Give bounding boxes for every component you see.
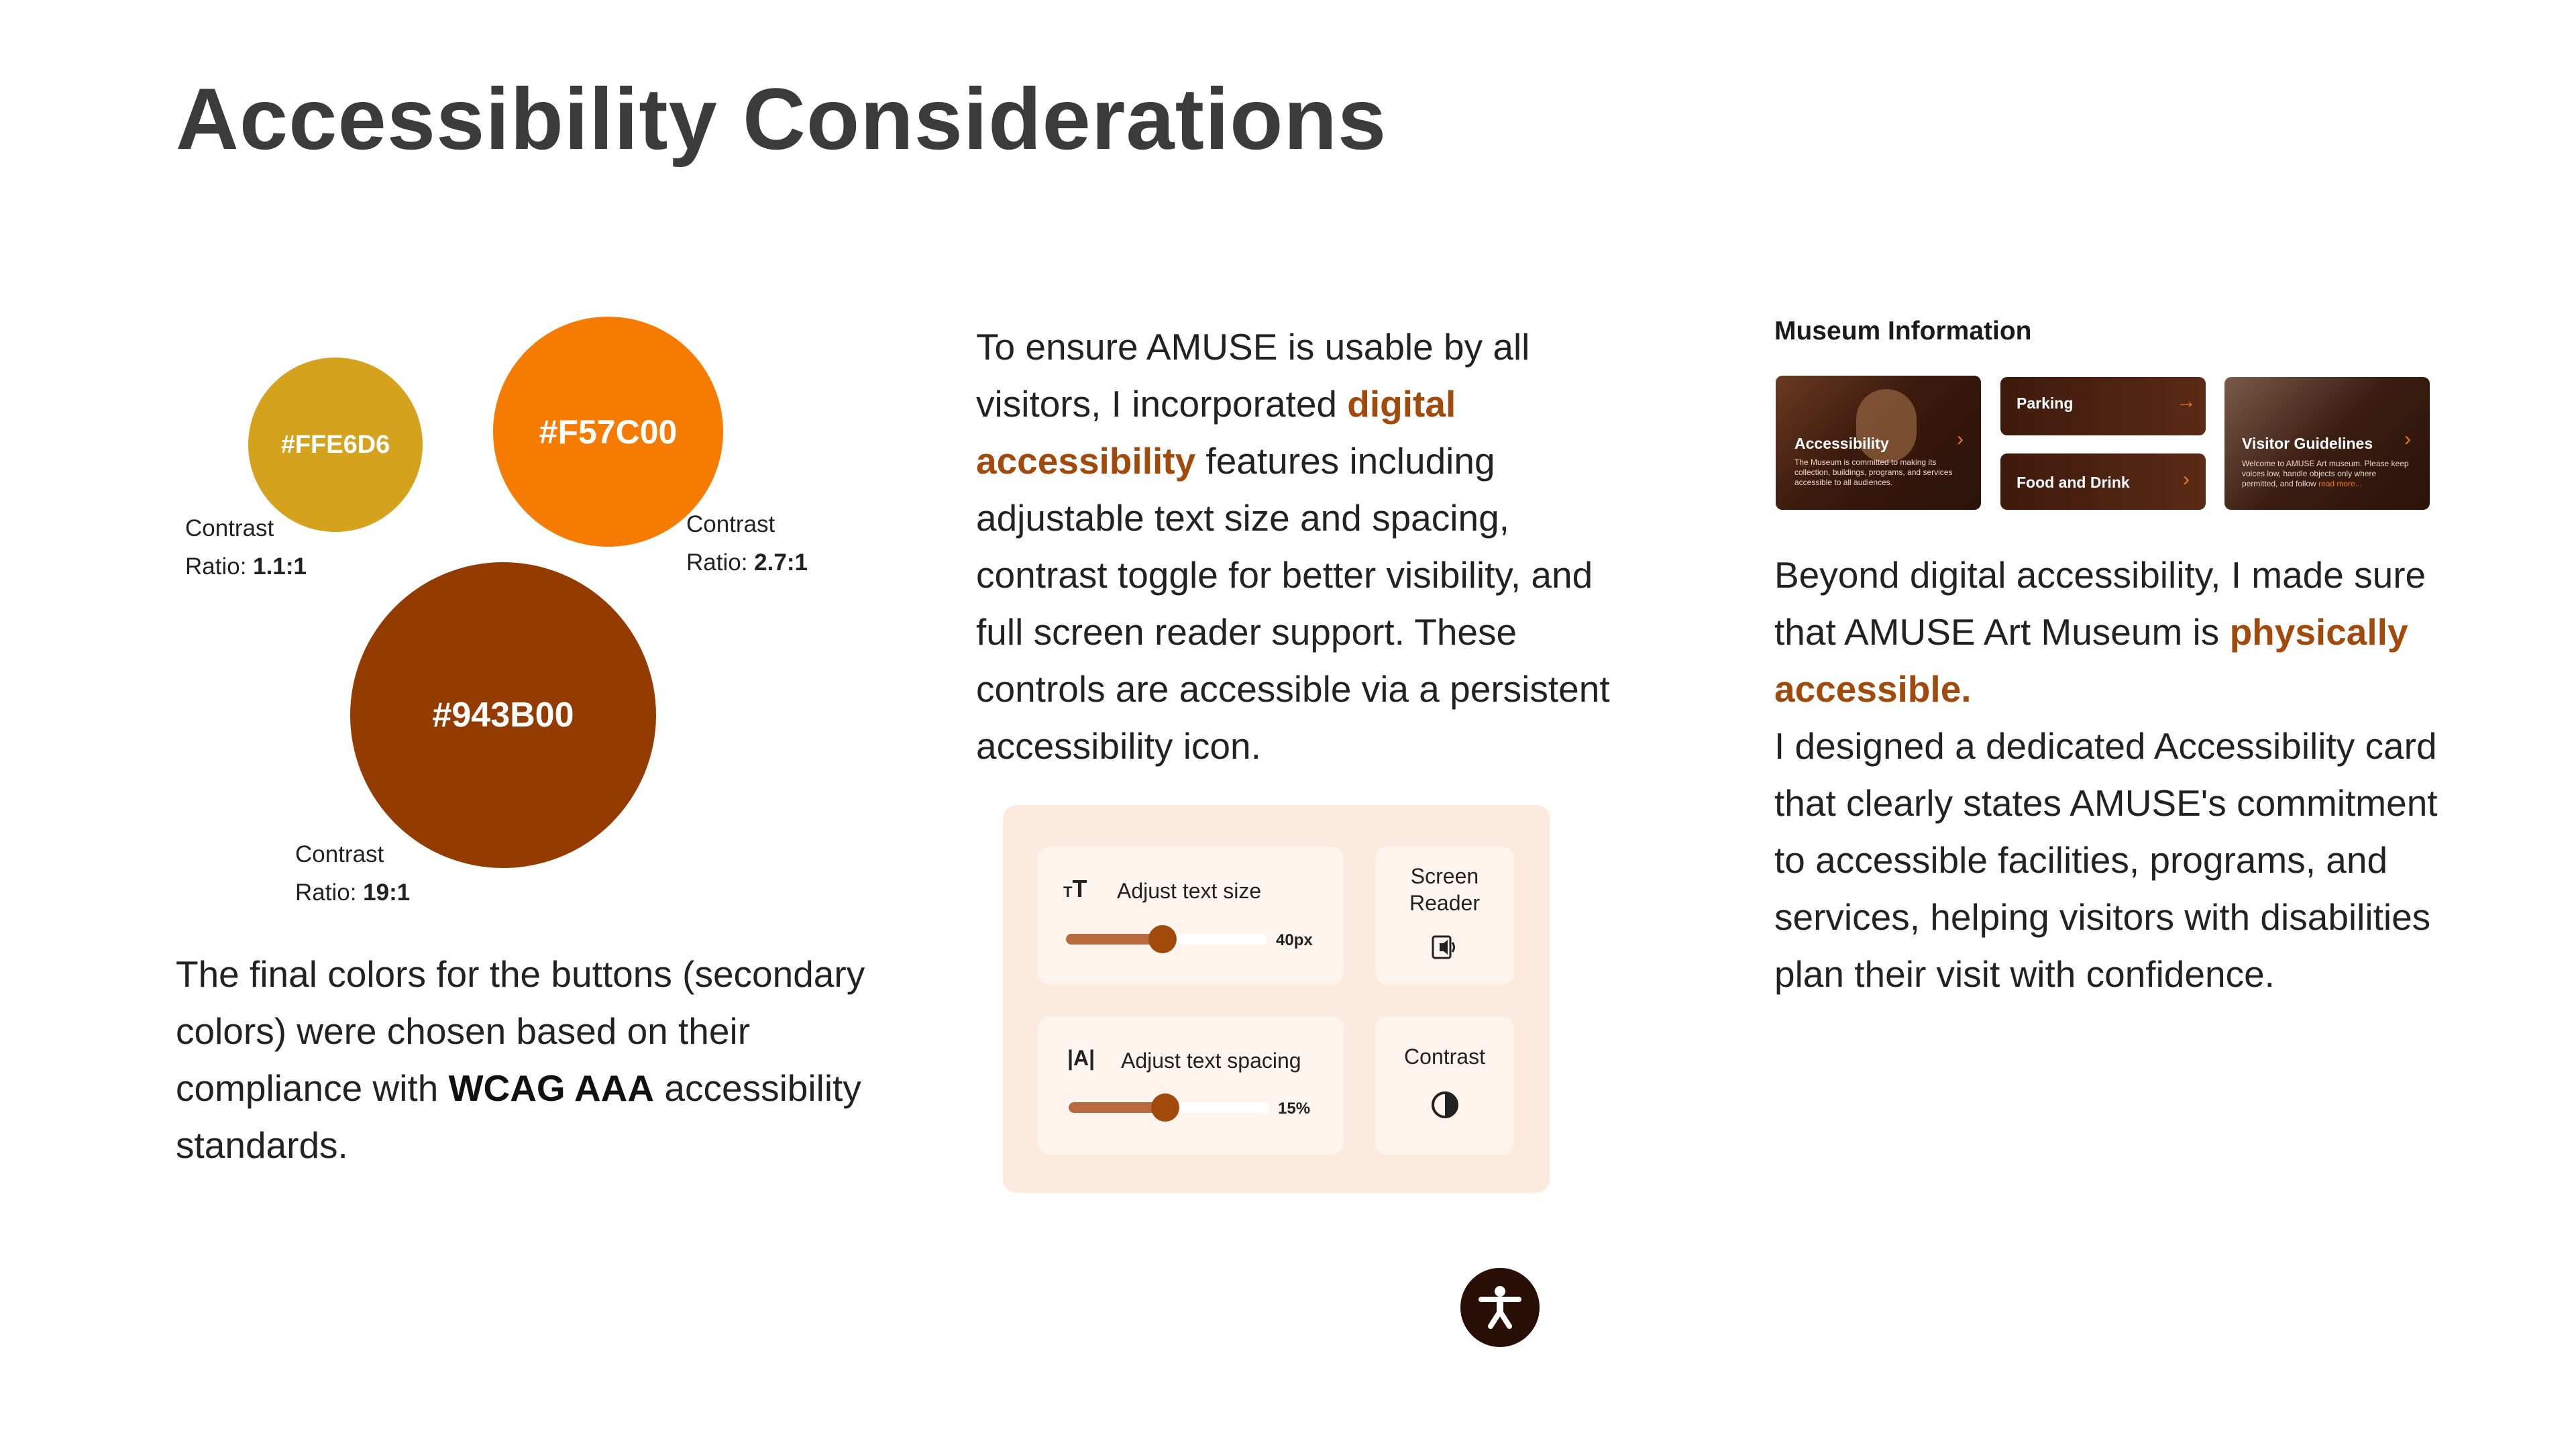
contrast-label: Contrast: [185, 515, 274, 541]
text-spacing-value: 15%: [1278, 1099, 1311, 1118]
accessibility-button[interactable]: [1460, 1268, 1540, 1347]
card-title: Accessibility: [1794, 435, 1889, 452]
card-title: Parking: [2017, 394, 2074, 412]
arrow-right-icon: ›: [2183, 468, 2190, 490]
ratio-label: Ratio:: [686, 549, 748, 576]
digital-accessibility-highlight: digital accessibility: [976, 383, 1456, 482]
colors-description: [176, 946, 873, 1174]
ratio-value: 19:1: [363, 879, 411, 906]
screen-reader-line2: Reader: [1409, 891, 1480, 915]
page-title: Accessibility Considerations: [176, 70, 1387, 168]
slider-handle[interactable]: [1151, 1093, 1179, 1122]
ratio-value: 2.7:1: [754, 549, 808, 576]
swatch-brown: [350, 562, 656, 868]
card-title: Food and Drink: [2017, 474, 2130, 491]
text-size-value: 40px: [1276, 931, 1313, 949]
physical-text-2: I designed a dedicated Accessibility card that clearly states AMUSE's commitment to accessible facilities, programs, and services, helping visitors with disabilities plan their visit with confidence.: [1774, 725, 2438, 995]
text-size-label: Adjust text size: [1117, 879, 1262, 903]
text-size-slider[interactable]: [1066, 934, 1267, 945]
arrow-right-icon: →: [2176, 390, 2196, 413]
card-description: The Museum is committed to making its collection, buildings, programs, and services accessible to all audiences.: [1794, 458, 1953, 487]
text-spacing-label: Adjust text spacing: [1121, 1049, 1301, 1073]
accessibility-person-icon: [1473, 1281, 1527, 1334]
card-description: [2242, 459, 2410, 489]
digital-accessibility-description: [976, 319, 1647, 775]
contrast-toggle[interactable]: [1375, 1016, 1514, 1155]
swatch-hex: #FFE6D6: [280, 430, 390, 459]
text-spacing-icon: |A|: [1067, 1046, 1095, 1070]
ratio-label: Ratio:: [295, 879, 357, 906]
contrast-ratio-brown: [295, 835, 410, 912]
colors-text-2: accessibility standards.: [176, 1067, 861, 1166]
text-size-icon: TT: [1063, 875, 1087, 902]
ratio-label: Ratio:: [185, 553, 247, 580]
text-spacing-slider[interactable]: [1069, 1102, 1270, 1113]
wcag-emphasis: WCAG AAA: [448, 1067, 655, 1109]
text-spacing-card: [1038, 1016, 1344, 1155]
arrow-right-icon: ›: [2404, 428, 2411, 450]
card-title: Visitor Guidelines: [2242, 435, 2373, 452]
food-and-drink-card[interactable]: [2000, 453, 2206, 510]
accessibility-controls-panel: [1003, 805, 1550, 1193]
swatch-hex: #943B00: [432, 696, 574, 735]
visitor-guidelines-card[interactable]: [2224, 377, 2430, 510]
text-size-card: [1038, 847, 1344, 985]
slider-handle[interactable]: [1148, 925, 1177, 953]
digital-text-2: features including adjustable text size and spacing, contrast toggle for better visibility, and full screen reader support. These controls are accessible via a persistent accessibility icon.: [976, 440, 1610, 767]
physical-accessibility-highlight: physically accessible.: [1774, 611, 2408, 710]
swatch-yellow: [248, 358, 423, 532]
contrast-label: Contrast: [295, 841, 384, 867]
contrast-icon: [1430, 1090, 1460, 1120]
museum-info-title: Museum Information: [1774, 317, 2032, 345]
screen-reader-label: [1375, 863, 1514, 916]
read-more-link[interactable]: read more...: [2318, 479, 2362, 488]
contrast-ratio-yellow: [185, 509, 307, 586]
screen-reader-toggle[interactable]: [1375, 847, 1514, 985]
physical-text-1: Beyond digital accessibility, I made sure that AMUSE Art Museum is: [1774, 554, 2426, 653]
digital-text-1: To ensure AMUSE is usable by all visitors, I incorporated: [976, 326, 1530, 425]
swatch-hex: #F57C00: [539, 413, 678, 451]
ratio-value: 1.1:1: [253, 553, 307, 580]
arrow-right-icon: ›: [1957, 428, 1964, 450]
contrast-label: Contrast: [1404, 1044, 1485, 1069]
colors-text-1: The final colors for the buttons (secondary colors) were chosen based on their compliance with: [176, 953, 865, 1109]
contrast-label: Contrast: [686, 511, 775, 537]
physical-accessibility-description: [1774, 547, 2452, 1003]
card-description-text: Welcome to AMUSE Art museum. Please keep voices low, handle objects only where permitted, and follow: [2242, 459, 2409, 488]
contrast-ratio-orange: [686, 505, 808, 582]
screen-reader-line1: Screen: [1410, 864, 1479, 888]
accessibility-card[interactable]: [1776, 376, 1981, 510]
parking-card[interactable]: [2000, 377, 2206, 435]
screen-reader-icon: [1430, 932, 1460, 962]
